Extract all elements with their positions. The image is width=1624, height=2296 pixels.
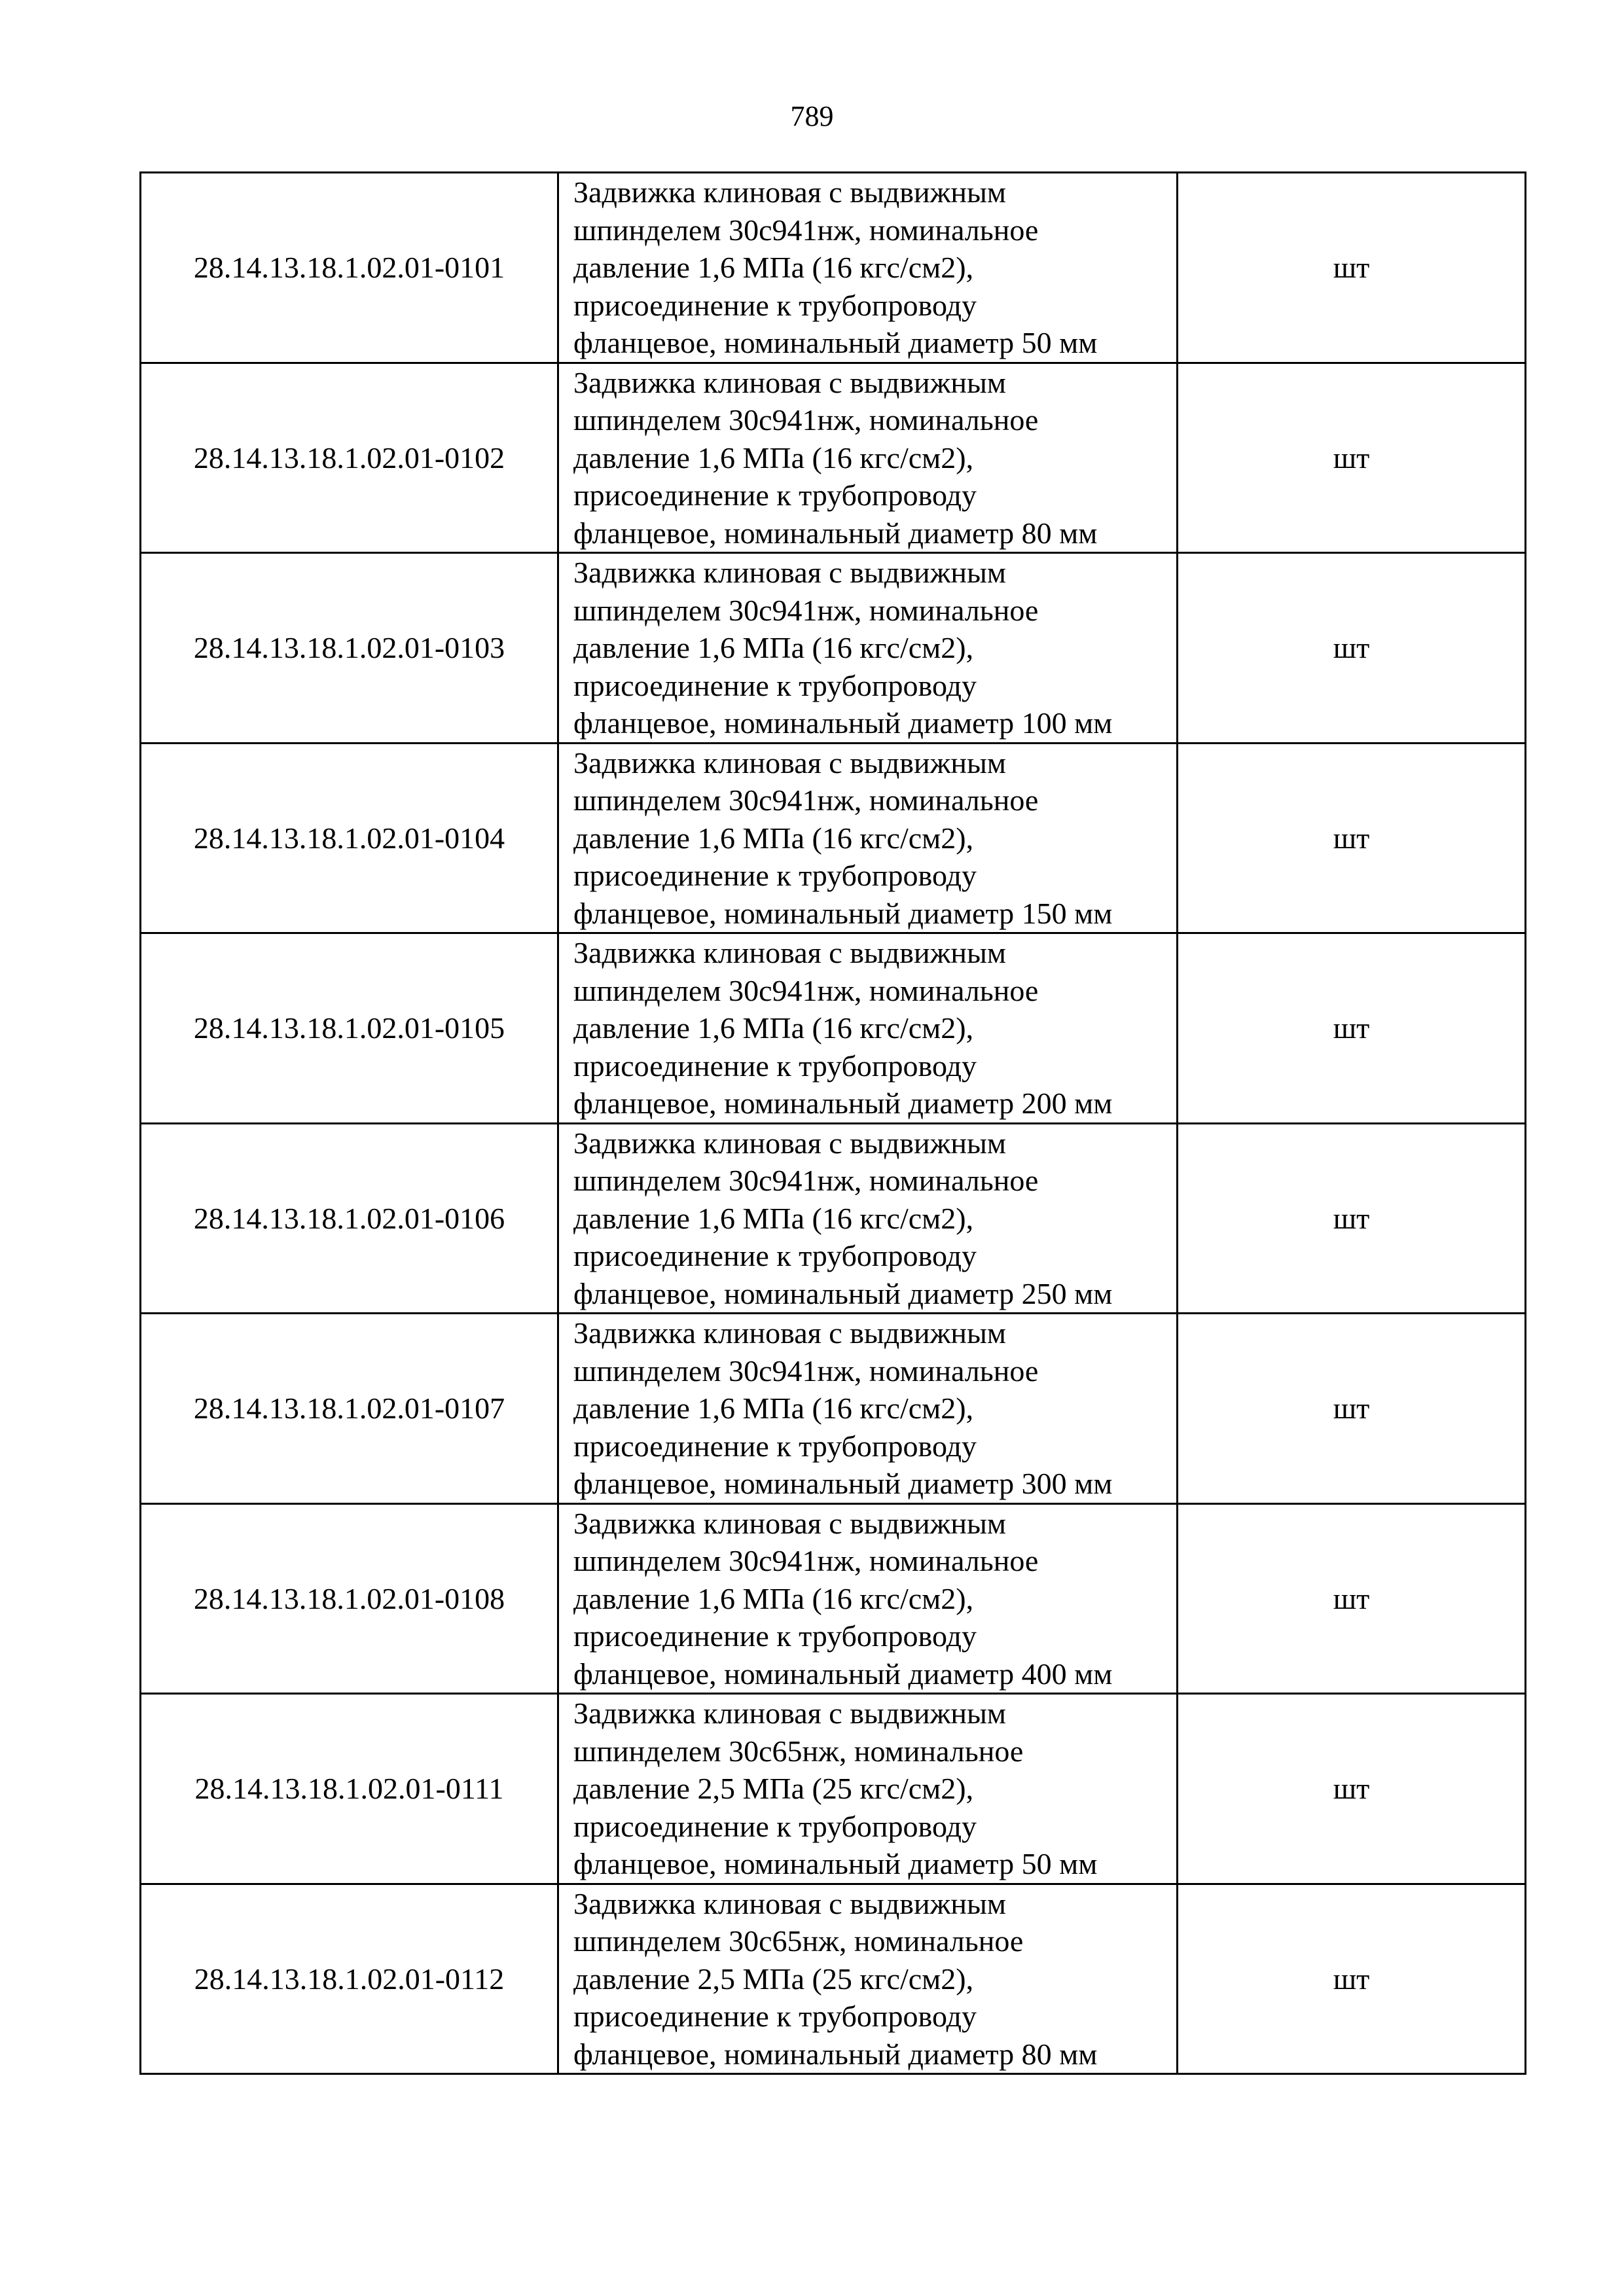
description-line: шпинделем 30с65нж, номинальное [573, 1924, 1024, 1958]
unit-cell: шт [1178, 743, 1526, 933]
description-line: давление 1,6 МПа (16 кгс/см2), [573, 1011, 974, 1045]
description-line: присоединение к трубопроводу [573, 1049, 977, 1083]
description-line: шпинделем 30с941нж, номинальное [573, 403, 1039, 437]
description-line: давление 1,6 МПа (16 кгс/см2), [573, 1581, 974, 1615]
resource-description-cell [558, 743, 1178, 933]
resource-table [139, 171, 1526, 2075]
description-line: давление 1,6 МПа (16 кгс/см2), [573, 631, 974, 664]
description-line: фланцевое, номинальный диаметр 400 мм [573, 1657, 1113, 1691]
resource-description-cell [558, 1123, 1178, 1314]
resource-code-cell: 28.14.13.18.1.02.01-0111 [141, 1694, 558, 1884]
table-row [141, 933, 1526, 1124]
description-line: фланцевое, номинальный диаметр 50 мм [573, 326, 1098, 359]
description-line: Задвижка клиновая с выдвижным [573, 1696, 1006, 1730]
description-line: Задвижка клиновая с выдвижным [573, 1316, 1006, 1350]
description-line: фланцевое, номинальный диаметр 250 мм [573, 1276, 1113, 1310]
resource-code-cell: 28.14.13.18.1.02.01-0106 [141, 1123, 558, 1314]
description-line: Задвижка клиновая с выдвижным [573, 556, 1006, 589]
table-row [141, 363, 1526, 553]
resource-code-cell: 28.14.13.18.1.02.01-0103 [141, 553, 558, 744]
description-line: давление 1,6 МПа (16 кгс/см2), [573, 1391, 974, 1425]
description-line: Задвижка клиновая с выдвижным [573, 1506, 1006, 1540]
description-line: фланцевое, номинальный диаметр 50 мм [573, 1847, 1098, 1880]
description-line: фланцевое, номинальный диаметр 80 мм [573, 516, 1098, 550]
description-line: давление 2,5 МПа (25 кгс/см2), [573, 1772, 974, 1805]
description-line: Задвижка клиновая с выдвижным [573, 175, 1006, 209]
description-line: шпинделем 30с941нж, номинальное [573, 1354, 1039, 1388]
description-line: шпинделем 30с941нж, номинальное [573, 213, 1039, 247]
description-line: присоединение к трубопроводу [573, 478, 977, 512]
resource-code-cell: 28.14.13.18.1.02.01-0108 [141, 1503, 558, 1694]
description-line: Задвижка клиновая с выдвижным [573, 1886, 1006, 1920]
description-line: шпинделем 30с941нж, номинальное [573, 593, 1039, 627]
resource-description-cell [558, 1503, 1178, 1694]
unit-cell: шт [1178, 933, 1526, 1124]
description-line: давление 1,6 МПа (16 кгс/см2), [573, 251, 974, 284]
unit-cell: шт [1178, 363, 1526, 553]
description-line: шпинделем 30с941нж, номинальное [573, 1544, 1039, 1577]
table-row [141, 553, 1526, 744]
resource-description-cell [558, 173, 1178, 363]
resource-description-cell [558, 1694, 1178, 1884]
table-row [141, 1503, 1526, 1694]
resource-description-cell [558, 553, 1178, 744]
resource-code-cell: 28.14.13.18.1.02.01-0112 [141, 1884, 558, 2074]
unit-cell: шт [1178, 1884, 1526, 2074]
description-line: Задвижка клиновая с выдвижным [573, 936, 1006, 969]
unit-cell: шт [1178, 1694, 1526, 1884]
description-line: давление 1,6 МПа (16 кгс/см2), [573, 440, 974, 475]
resource-code-cell: 28.14.13.18.1.02.01-0107 [141, 1314, 558, 1504]
description-line: присоединение к трубопроводу [573, 668, 977, 702]
table-row [141, 1314, 1526, 1504]
resource-code-cell: 28.14.13.18.1.02.01-0102 [141, 363, 558, 553]
description-line: фланцевое, номинальный диаметр 300 мм [573, 1467, 1113, 1500]
table-row [141, 1694, 1526, 1884]
description-line: присоединение к трубопроводу [573, 1239, 977, 1272]
description-line: фланцевое, номинальный диаметр 100 мм [573, 706, 1113, 740]
description-line: Задвижка клиновая с выдвижным [573, 365, 1006, 399]
unit-cell: шт [1178, 1503, 1526, 1694]
description-line: присоединение к трубопроводу [573, 1619, 977, 1653]
description-line: присоединение к трубопроводу [573, 859, 977, 892]
description-line: присоединение к трубопроводу [573, 1429, 977, 1463]
resource-code-cell: 28.14.13.18.1.02.01-0101 [141, 173, 558, 363]
description-line: шпинделем 30с941нж, номинальное [573, 1164, 1039, 1197]
resource-code-cell: 28.14.13.18.1.02.01-0104 [141, 743, 558, 933]
description-line: давление 1,6 МПа (16 кгс/см2), [573, 821, 974, 855]
description-line: шпинделем 30с941нж, номинальное [573, 973, 1039, 1007]
resource-description-cell [558, 363, 1178, 553]
table-row [141, 173, 1526, 363]
description-line: шпинделем 30с65нж, номинальное [573, 1734, 1024, 1768]
description-line: шпинделем 30с941нж, номинальное [573, 783, 1039, 817]
table-row [141, 743, 1526, 933]
description-line: присоединение к трубопроводу [573, 288, 977, 322]
resource-description-cell [558, 1314, 1178, 1504]
page-number: 789 [790, 100, 834, 132]
unit-cell: шт [1178, 1314, 1526, 1504]
unit-cell: шт [1178, 1123, 1526, 1314]
description-line: фланцевое, номинальный диаметр 150 мм [573, 896, 1113, 930]
description-line: давление 1,6 МПа (16 кгс/см2), [573, 1201, 974, 1235]
description-line: присоединение к трубопроводу [573, 1809, 977, 1843]
description-line: Задвижка клиновая с выдвижным [573, 745, 1006, 780]
description-line: присоединение к трубопроводу [573, 2000, 977, 2033]
description-line: Задвижка клиновая с выдвижным [573, 1126, 1006, 1160]
description-line: давление 2,5 МПа (25 кгс/см2), [573, 1962, 974, 1996]
resource-code-cell: 28.14.13.18.1.02.01-0105 [141, 933, 558, 1124]
table-row [141, 1884, 1526, 2074]
unit-cell: шт [1178, 553, 1526, 744]
resource-table-body [141, 173, 1526, 2074]
table-row [141, 1123, 1526, 1314]
description-line: фланцевое, номинальный диаметр 80 мм [573, 2037, 1098, 2071]
unit-cell: шт [1178, 173, 1526, 363]
resource-description-cell [558, 1884, 1178, 2074]
resource-description-cell [558, 933, 1178, 1124]
description-line: фланцевое, номинальный диаметр 200 мм [573, 1086, 1113, 1120]
